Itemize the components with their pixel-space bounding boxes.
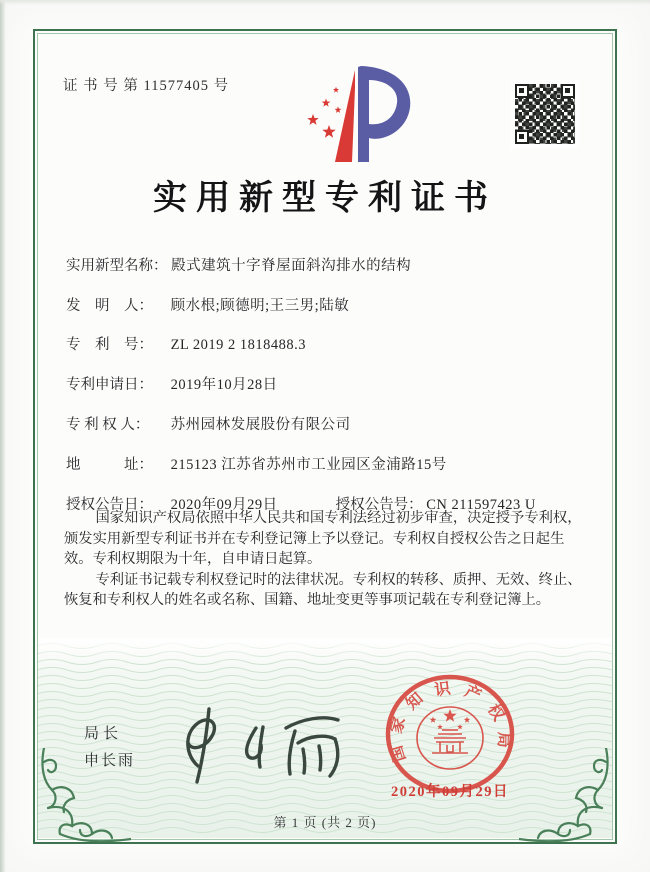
field-row-inventors xyxy=(66,294,349,315)
field-label: 授权公告日： xyxy=(66,497,153,513)
field-value: CN 211597423 U xyxy=(426,497,536,513)
seal-date: 2020年09月29日 xyxy=(391,784,509,800)
field-value: 2019年10月28日 xyxy=(170,377,278,393)
legal-paragraph: 专利证书记载专利权登记时的法律状况。专利权的转移、质押、无效、终止、恢复和专利权人的姓名或名称、国籍、地址变更等事项记载在专利登记簿上。 xyxy=(64,571,582,609)
certificate-number: 证 书 号 第 11577405 号 xyxy=(63,78,230,94)
qr-finder-icon xyxy=(561,84,575,98)
svg-text:产: 产 xyxy=(461,683,484,706)
legal-text xyxy=(64,508,588,611)
field-label: 专 利 权 人： xyxy=(66,417,150,433)
svg-text:识: 识 xyxy=(433,680,452,700)
field-label: 专 利 号： xyxy=(66,337,153,353)
field-label: 专利申请日： xyxy=(66,377,153,393)
qr-modules xyxy=(515,84,575,144)
field-row-patent-number xyxy=(66,333,306,354)
svg-text:家: 家 xyxy=(388,715,409,736)
svg-text:国: 国 xyxy=(388,743,410,764)
scan-edge xyxy=(0,0,650,5)
field-row-name xyxy=(66,254,411,275)
field-value: 殿式建筑十字脊屋面斜沟排水的结构 xyxy=(171,258,412,274)
director-name: 申长雨 xyxy=(84,753,136,769)
field-label: 实用新型名称： xyxy=(66,258,168,274)
field-value: 215123 江苏省苏州市工业园区金浦路15号 xyxy=(170,457,447,473)
field-value: ZL 2019 2 1818488.3 xyxy=(170,337,307,353)
field-row-patentee xyxy=(66,413,351,434)
svg-text:权: 权 xyxy=(483,701,507,725)
field-value: 苏州园林发展股份有限公司 xyxy=(170,417,351,433)
scan-edge xyxy=(0,0,6,872)
director-signature xyxy=(168,704,366,794)
legal-paragraph: 国家知识产权局依照中华人民共和国专利法经过初步审查，决定授予专利权，颁发实用新型专利证书并在专利登记簿上予以登记。专利权自授权公告之日起生效。专利权期限为十年，自申请日起算。 xyxy=(64,510,582,568)
qr-finder-icon xyxy=(515,130,529,144)
page-number: 第 1 页 (共 2 页) xyxy=(273,815,377,830)
director-title: 局长 xyxy=(84,726,123,742)
field-row-filing-date xyxy=(66,373,278,394)
field-label: 发 明 人： xyxy=(66,298,153,314)
svg-text:局: 局 xyxy=(494,731,513,749)
field-label: 授权公告号： xyxy=(335,497,423,513)
qr-finder-icon xyxy=(515,84,529,98)
svg-text:知: 知 xyxy=(403,689,427,714)
cnipa-logo xyxy=(283,58,433,168)
field-label: 地 址： xyxy=(66,457,153,473)
certificate-title: 实用新型专利证书 xyxy=(153,180,497,217)
field-row-address xyxy=(66,453,447,474)
field-value: 顾水根;顾德明;王三男;陆敏 xyxy=(170,298,350,314)
field-value: 2020年09月29日 xyxy=(170,497,278,513)
qr-code xyxy=(511,80,579,148)
